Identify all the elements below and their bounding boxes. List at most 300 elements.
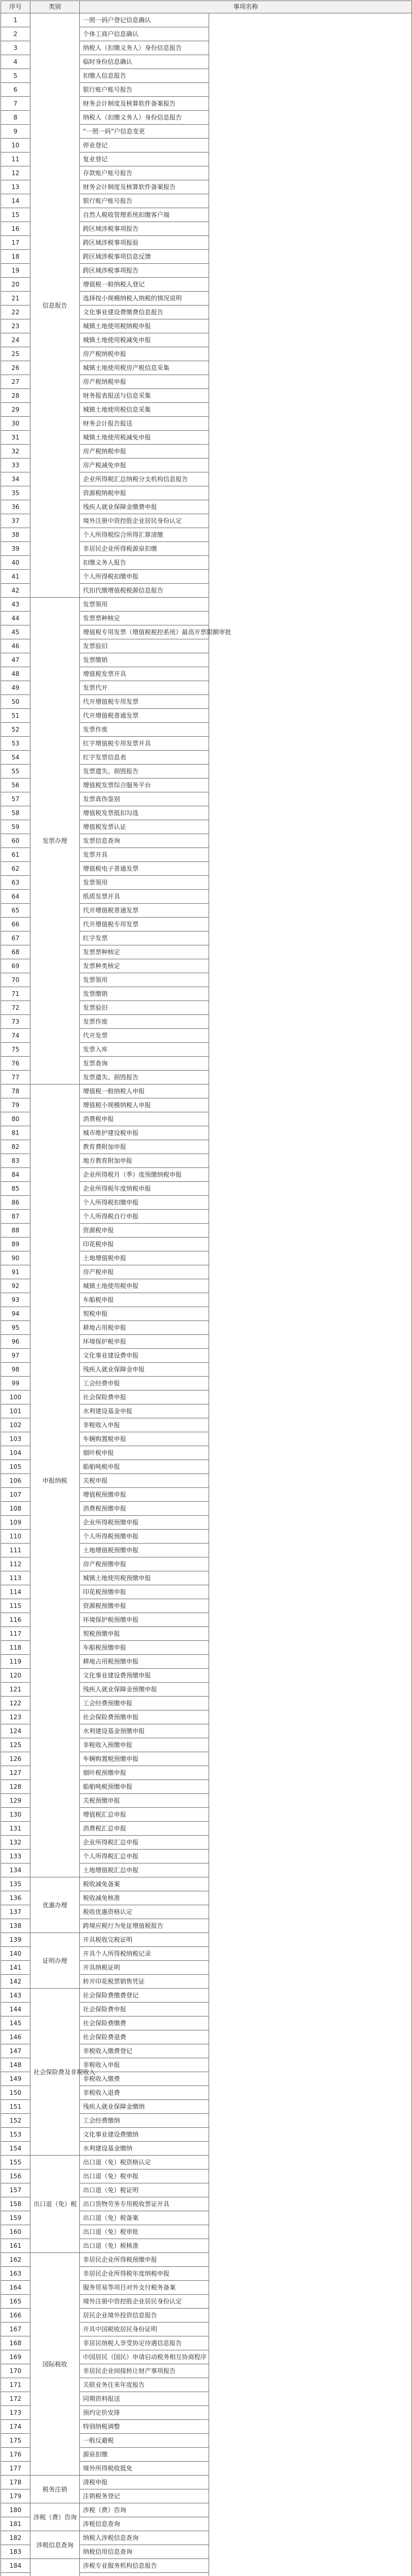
row-number: 64	[1, 890, 30, 904]
blank-cell	[209, 2545, 412, 2559]
blank-cell	[209, 1752, 412, 1766]
item-name-cell: 关联业务往来年度报告	[80, 2378, 209, 2392]
item-name-cell: 特别纳税调整	[80, 2420, 209, 2434]
item-name-cell: 增值税汇总申报	[80, 1808, 209, 1822]
blank-cell	[209, 1446, 412, 1460]
row-number: 49	[1, 681, 30, 695]
item-name-cell: 社会保险费退费	[80, 2030, 209, 2044]
item-name-cell: 银行账户账号报告	[80, 194, 209, 208]
row-number: 139	[1, 1933, 30, 1947]
row-number: 16	[1, 222, 30, 236]
item-name-cell: 资源税预缴申报	[80, 1599, 209, 1613]
blank-cell	[209, 1933, 412, 1947]
item-name-cell: 预约定价安排	[80, 2406, 209, 2420]
blank-cell	[209, 152, 412, 166]
category-cell: 涉税（费）咨询	[30, 2503, 80, 2531]
item-name-cell: 水利建设基金预缴申报	[80, 1724, 209, 1738]
row-number: 101	[1, 1404, 30, 1418]
blank-cell	[209, 973, 412, 987]
category-cell: 出口退（免）税	[30, 2156, 80, 2253]
item-name-cell: 关税预缴申报	[80, 1794, 209, 1808]
item-name-cell: 税收减免备案	[80, 1877, 209, 1891]
blank-cell	[209, 2072, 412, 2086]
item-name-cell: 停业登记	[80, 139, 209, 152]
blank-cell	[209, 1474, 412, 1488]
blank-cell	[209, 97, 412, 111]
item-name-cell: 房产税减免申报	[80, 459, 209, 472]
blank-cell	[209, 2573, 412, 2576]
blank-cell	[209, 69, 412, 83]
row-number: 102	[1, 1418, 30, 1432]
row-number: 67	[1, 931, 30, 945]
category-cell	[30, 2559, 80, 2576]
item-name-cell: 城镇土地使用税预缴申报	[80, 1571, 209, 1585]
item-name-cell: 涉税信息查询	[80, 2517, 209, 2531]
blank-cell	[209, 1919, 412, 1933]
row-number: 31	[1, 431, 30, 445]
item-name-cell: 印花税申报	[80, 1238, 209, 1251]
row-number: 57	[1, 792, 30, 806]
blank-cell	[209, 528, 412, 542]
row-number: 43	[1, 598, 30, 612]
row-number: 176	[1, 2448, 30, 2462]
row-number: 156	[1, 2170, 30, 2183]
item-name-cell: 税收优惠资格认定	[80, 1905, 209, 1919]
blank-cell	[209, 166, 412, 180]
item-name-cell: 发票领用	[80, 598, 209, 612]
row-number: 120	[1, 1669, 30, 1683]
blank-cell	[209, 27, 412, 41]
blank-cell	[209, 2406, 412, 2420]
item-name-cell: 房产税纳税申报	[80, 375, 209, 389]
row-number: 96	[1, 1335, 30, 1349]
item-name-cell: 土地增值税汇总申报	[80, 1863, 209, 1877]
item-name-cell: 发票遗失、损毁报告	[80, 765, 209, 778]
row-number: 82	[1, 1140, 30, 1154]
row-number: 127	[1, 1766, 30, 1780]
blank-cell	[209, 2309, 412, 2323]
item-name-cell: 非税收入退费	[80, 2086, 209, 2100]
blank-cell	[209, 2114, 412, 2128]
blank-cell	[209, 1627, 412, 1641]
blank-cell	[209, 1238, 412, 1251]
row-number: 8	[1, 111, 30, 125]
row-number: 34	[1, 472, 30, 486]
item-name-cell: 代扣代缴增值税税源信息报告	[80, 584, 209, 598]
blank-cell	[209, 236, 412, 250]
table-row	[1, 2531, 412, 2545]
item-name-cell: 个人所得税综合所得汇算清缴	[80, 528, 209, 542]
blank-cell	[209, 653, 412, 667]
blank-cell	[209, 1321, 412, 1335]
blank-cell	[209, 1182, 412, 1196]
row-number: 78	[1, 1084, 30, 1098]
item-name-cell: 增值税发票抵扣勾选	[80, 806, 209, 820]
row-number: 28	[1, 389, 30, 403]
blank-cell	[209, 2197, 412, 2211]
row-number: 63	[1, 876, 30, 890]
row-number: 15	[1, 208, 30, 222]
blank-cell	[209, 1460, 412, 1474]
item-name-cell: 发票验旧	[80, 639, 209, 653]
item-name-cell	[80, 2573, 209, 2576]
row-number: 1	[1, 13, 30, 27]
blank-cell	[209, 2100, 412, 2114]
item-name-cell: 跨区域涉税事项报告	[80, 222, 209, 236]
row-number: 177	[1, 2462, 30, 2476]
table-row	[1, 2503, 412, 2517]
row-number: 32	[1, 445, 30, 459]
item-name-cell: 车辆购置税预缴申报	[80, 1752, 209, 1766]
row-number: 114	[1, 1585, 30, 1599]
item-name-cell: 城镇土地使用税申报	[80, 1279, 209, 1293]
item-name-cell: 车船税预缴申报	[80, 1641, 209, 1655]
blank-cell	[209, 1641, 412, 1655]
item-name-cell: 城市维护建设税申报	[80, 1126, 209, 1140]
item-name-cell: 税收减免核准	[80, 1891, 209, 1905]
blank-cell	[209, 222, 412, 236]
item-name-cell: 城镇土地使用税房产税信息采集	[80, 361, 209, 375]
row-number: 178	[1, 2476, 30, 2489]
row-number: 98	[1, 1363, 30, 1377]
item-name-cell: 自然人税收管理系统扣缴客户端	[80, 208, 209, 222]
blank-cell	[209, 2016, 412, 2030]
row-number: 76	[1, 1057, 30, 1071]
item-name-cell: “一照一码”户信息变更	[80, 125, 209, 139]
item-name-cell: 烟叶税预缴申报	[80, 1766, 209, 1780]
row-number: 140	[1, 1947, 30, 1961]
item-name-cell: 资源税申报	[80, 1224, 209, 1238]
blank-cell	[209, 1961, 412, 1975]
blank-cell	[209, 625, 412, 639]
blank-cell	[209, 2420, 412, 2434]
item-name-cell: 跨境应税行为免征增值税报告	[80, 1919, 209, 1933]
blank-cell	[209, 2211, 412, 2225]
row-number: 17	[1, 236, 30, 250]
item-name-cell: 增值税专用发票（增值税税控系统）最高开票限额审批	[80, 625, 209, 639]
row-number: 95	[1, 1321, 30, 1335]
blank-cell	[209, 2323, 412, 2336]
item-name-cell: 纳税人（扣缴义务人）身份信息报告	[80, 111, 209, 125]
row-number: 61	[1, 848, 30, 862]
category-cell: 证明办理	[30, 1933, 80, 1989]
blank-cell	[209, 1349, 412, 1363]
table-row	[1, 2253, 412, 2267]
table-row	[1, 1084, 412, 1098]
item-name-cell: 非税收入申报	[80, 2058, 209, 2072]
row-number: 30	[1, 417, 30, 431]
item-name-cell: 纳税人涉税信息查询	[80, 2531, 209, 2545]
blank-cell	[209, 1168, 412, 1182]
item-name-cell: 转开印花税票销售凭证	[80, 1975, 209, 1989]
blank-cell	[209, 83, 412, 97]
item-name-cell: 发票缴销	[80, 987, 209, 1001]
table-row	[1, 1933, 412, 1947]
row-number: 25	[1, 347, 30, 361]
blank-cell	[209, 2044, 412, 2058]
item-name-cell: 财务会计制度及核算软件备案报告	[80, 97, 209, 111]
item-name-cell: 个人所得税扣缴申报	[80, 570, 209, 584]
item-name-cell: 关税申报	[80, 1474, 209, 1488]
blank-cell	[209, 1738, 412, 1752]
blank-cell	[209, 765, 412, 778]
item-name-cell: 增值税一般纳税人申报	[80, 1084, 209, 1098]
item-name-cell: 工会经费预缴申报	[80, 1697, 209, 1710]
blank-cell	[209, 125, 412, 139]
blank-cell	[209, 264, 412, 278]
row-number: 38	[1, 528, 30, 542]
blank-cell	[209, 1140, 412, 1154]
blank-cell	[209, 1794, 412, 1808]
item-name-cell: 残疾人就业保障金预缴申报	[80, 1683, 209, 1697]
blank-cell	[209, 208, 412, 222]
item-name-cell: 耕地占用税申报	[80, 1321, 209, 1335]
item-name-cell: 非居民企业所得税年度纳税申报	[80, 2267, 209, 2281]
item-name-cell: 文化事业建设费申报	[80, 1349, 209, 1363]
row-number: 26	[1, 361, 30, 375]
blank-cell	[209, 1947, 412, 1961]
row-number: 164	[1, 2281, 30, 2295]
item-name-cell: 发票真伪鉴别	[80, 792, 209, 806]
row-number: 88	[1, 1224, 30, 1238]
blank-cell	[209, 1001, 412, 1015]
row-number: 71	[1, 987, 30, 1001]
blank-cell	[209, 1265, 412, 1279]
blank-cell	[209, 1377, 412, 1391]
blank-cell	[209, 1015, 412, 1029]
row-number: 183	[1, 2545, 30, 2559]
blank-cell	[209, 2156, 412, 2170]
row-number: 75	[1, 1043, 30, 1057]
item-name-cell: 契税预缴申报	[80, 1627, 209, 1641]
item-name-cell: 出口退（免）税备案	[80, 2211, 209, 2225]
row-number: 66	[1, 918, 30, 931]
row-number: 4	[1, 55, 30, 69]
row-number: 44	[1, 612, 30, 625]
row-number: 21	[1, 292, 30, 306]
blank-cell	[209, 1808, 412, 1822]
row-number: 155	[1, 2156, 30, 2170]
blank-cell	[209, 904, 412, 918]
blank-cell	[209, 1989, 412, 2003]
item-name-cell: 发票入库	[80, 1043, 209, 1057]
row-number: 163	[1, 2267, 30, 2281]
row-number: 93	[1, 1293, 30, 1307]
row-number: 84	[1, 1168, 30, 1182]
item-name-cell: 增值税预缴申报	[80, 1488, 209, 1502]
item-name-cell: 非税收入预缴申报	[80, 1738, 209, 1752]
row-number: 144	[1, 2003, 30, 2016]
blank-cell	[209, 2559, 412, 2573]
row-number: 100	[1, 1391, 30, 1404]
blank-cell	[209, 1126, 412, 1140]
table-row	[1, 1877, 412, 1891]
row-number: 65	[1, 904, 30, 918]
row-number: 45	[1, 625, 30, 639]
blank-cell	[209, 959, 412, 973]
blank-cell	[209, 1029, 412, 1043]
table-row	[1, 13, 412, 27]
row-number: 79	[1, 1098, 30, 1112]
item-name-cell: 发票查询	[80, 1057, 209, 1071]
item-name-cell: 境外注册中资控股企业居民身份认定	[80, 514, 209, 528]
row-number: 107	[1, 1488, 30, 1502]
item-name-cell: 开具个人所得税纳税记录	[80, 1947, 209, 1961]
blank-cell	[209, 1669, 412, 1683]
row-number: 147	[1, 2044, 30, 2058]
blank-cell	[209, 2503, 412, 2517]
blank-cell	[209, 639, 412, 653]
item-name-cell: 财务会计报告报送	[80, 417, 209, 431]
item-name-cell: 选择按小规模纳税人纳税的情况说明	[80, 292, 209, 306]
blank-cell	[209, 2517, 412, 2531]
blank-cell	[209, 445, 412, 459]
item-name-cell: 开具中国税收居民身份证明	[80, 2323, 209, 2336]
row-number: 104	[1, 1446, 30, 1460]
row-number: 121	[1, 1683, 30, 1697]
blank-cell	[209, 695, 412, 709]
blank-cell	[209, 1196, 412, 1210]
item-name-cell: 增值税发票开具	[80, 667, 209, 681]
row-number: 86	[1, 1196, 30, 1210]
blank-cell	[209, 612, 412, 625]
row-number: 106	[1, 1474, 30, 1488]
blank-cell	[209, 500, 412, 514]
item-name-cell: 房产税纳税申报	[80, 347, 209, 361]
blank-cell	[209, 1891, 412, 1905]
blank-cell	[209, 2364, 412, 2378]
blank-cell	[209, 2462, 412, 2476]
blank-cell	[209, 751, 412, 765]
blank-cell	[209, 2392, 412, 2406]
item-name-cell: 企业所得税预缴申报	[80, 1516, 209, 1530]
item-name-cell: 出口退（免）税资格认定	[80, 2156, 209, 2170]
row-number: 158	[1, 2197, 30, 2211]
blank-cell	[209, 1530, 412, 1544]
item-name-cell: 非居民企业所得税预缴申报	[80, 2253, 209, 2267]
blank-cell	[209, 2253, 412, 2267]
blank-cell	[209, 737, 412, 751]
row-number: 103	[1, 1432, 30, 1446]
row-number: 39	[1, 542, 30, 556]
row-number: 109	[1, 1516, 30, 1530]
blank-cell	[209, 2295, 412, 2309]
blank-cell	[209, 514, 412, 528]
blank-cell	[209, 584, 412, 598]
row-number: 53	[1, 737, 30, 751]
blank-cell	[209, 1822, 412, 1836]
item-name-cell: 企业所得税汇总申报	[80, 1836, 209, 1850]
blank-cell	[209, 1905, 412, 1919]
row-number: 148	[1, 2058, 30, 2072]
item-name-cell: 中国居民（国民）申请启动税务相互协商程序	[80, 2350, 209, 2364]
blank-cell	[209, 709, 412, 723]
row-number: 6	[1, 83, 30, 97]
row-number: 9	[1, 125, 30, 139]
item-name-cell: 土地增值税申报	[80, 1251, 209, 1265]
item-name-cell: 发票信息查询	[80, 834, 209, 848]
blank-cell	[209, 1112, 412, 1126]
blank-cell	[209, 1850, 412, 1863]
item-name-cell: 文化事业建设费缴纳	[80, 2128, 209, 2142]
row-number: 20	[1, 278, 30, 292]
item-name-cell: 发票作废	[80, 1015, 209, 1029]
blank-cell	[209, 1071, 412, 1084]
item-name-cell: 同期资料报送	[80, 2392, 209, 2406]
table-row	[1, 1989, 412, 2003]
blank-cell	[209, 2239, 412, 2253]
row-number: 137	[1, 1905, 30, 1919]
item-name-cell: 出口退（免）税核准	[80, 2239, 209, 2253]
blank-cell	[209, 2350, 412, 2364]
table-row	[1, 2559, 412, 2573]
blank-cell	[209, 1251, 412, 1265]
row-number: 145	[1, 2016, 30, 2030]
item-name-cell: 消费税汇总申报	[80, 1822, 209, 1836]
row-number: 128	[1, 1780, 30, 1794]
blank-cell	[209, 667, 412, 681]
table-row	[1, 598, 412, 612]
blank-cell	[209, 2170, 412, 2183]
blank-cell	[209, 1335, 412, 1349]
item-name-cell: 境外所得税收抵免	[80, 2462, 209, 2476]
row-number: 125	[1, 1738, 30, 1752]
row-number: 181	[1, 2517, 30, 2531]
item-name-cell: 红字发票信息表	[80, 751, 209, 765]
row-number: 58	[1, 806, 30, 820]
item-name-cell: 房产税申报	[80, 1265, 209, 1279]
blank-cell	[209, 2225, 412, 2239]
row-number: 24	[1, 333, 30, 347]
row-number: 182	[1, 2531, 30, 2545]
item-name-cell: 非税收入缴费	[80, 2072, 209, 2086]
item-name-cell: 涉税（费）咨询	[80, 2503, 209, 2517]
row-number: 150	[1, 2086, 30, 2100]
item-name-cell: 增值税小规模纳税人申报	[80, 1098, 209, 1112]
blank-cell	[209, 1544, 412, 1557]
blank-cell	[209, 13, 412, 27]
row-number: 173	[1, 2406, 30, 2420]
blank-cell	[209, 2281, 412, 2295]
blank-cell	[209, 1224, 412, 1238]
item-name-cell: 涉税专业服务机构信息报告	[80, 2559, 209, 2573]
blank-cell	[209, 1488, 412, 1502]
blank-cell	[209, 1975, 412, 1989]
item-name-cell: 非税收入缴费登记	[80, 2044, 209, 2058]
item-name-cell: 代开增值税专用发票	[80, 918, 209, 931]
blank-cell	[209, 806, 412, 820]
row-number: 37	[1, 514, 30, 528]
row-number: 11	[1, 152, 30, 166]
item-name-cell: 发票开具	[80, 848, 209, 862]
item-name-cell: 出口货物劳务专用税收票证开具	[80, 2197, 209, 2211]
blank-cell	[209, 2128, 412, 2142]
item-name-cell: 社会保险费缴费登记	[80, 1989, 209, 2003]
item-name-cell: 非税收入申报	[80, 1418, 209, 1432]
row-number: 143	[1, 1989, 30, 2003]
header-item: 事项名称	[80, 1, 412, 13]
item-name-cell: 一照一码户登记信息确认	[80, 13, 209, 27]
item-name-cell: 耕地占用税预缴申报	[80, 1655, 209, 1669]
row-number: 47	[1, 653, 30, 667]
row-number: 54	[1, 751, 30, 765]
blank-cell	[209, 1766, 412, 1780]
row-number: 68	[1, 945, 30, 959]
row-number: 40	[1, 556, 30, 570]
blank-cell	[209, 2267, 412, 2281]
blank-cell	[209, 2448, 412, 2462]
blank-cell	[209, 987, 412, 1001]
